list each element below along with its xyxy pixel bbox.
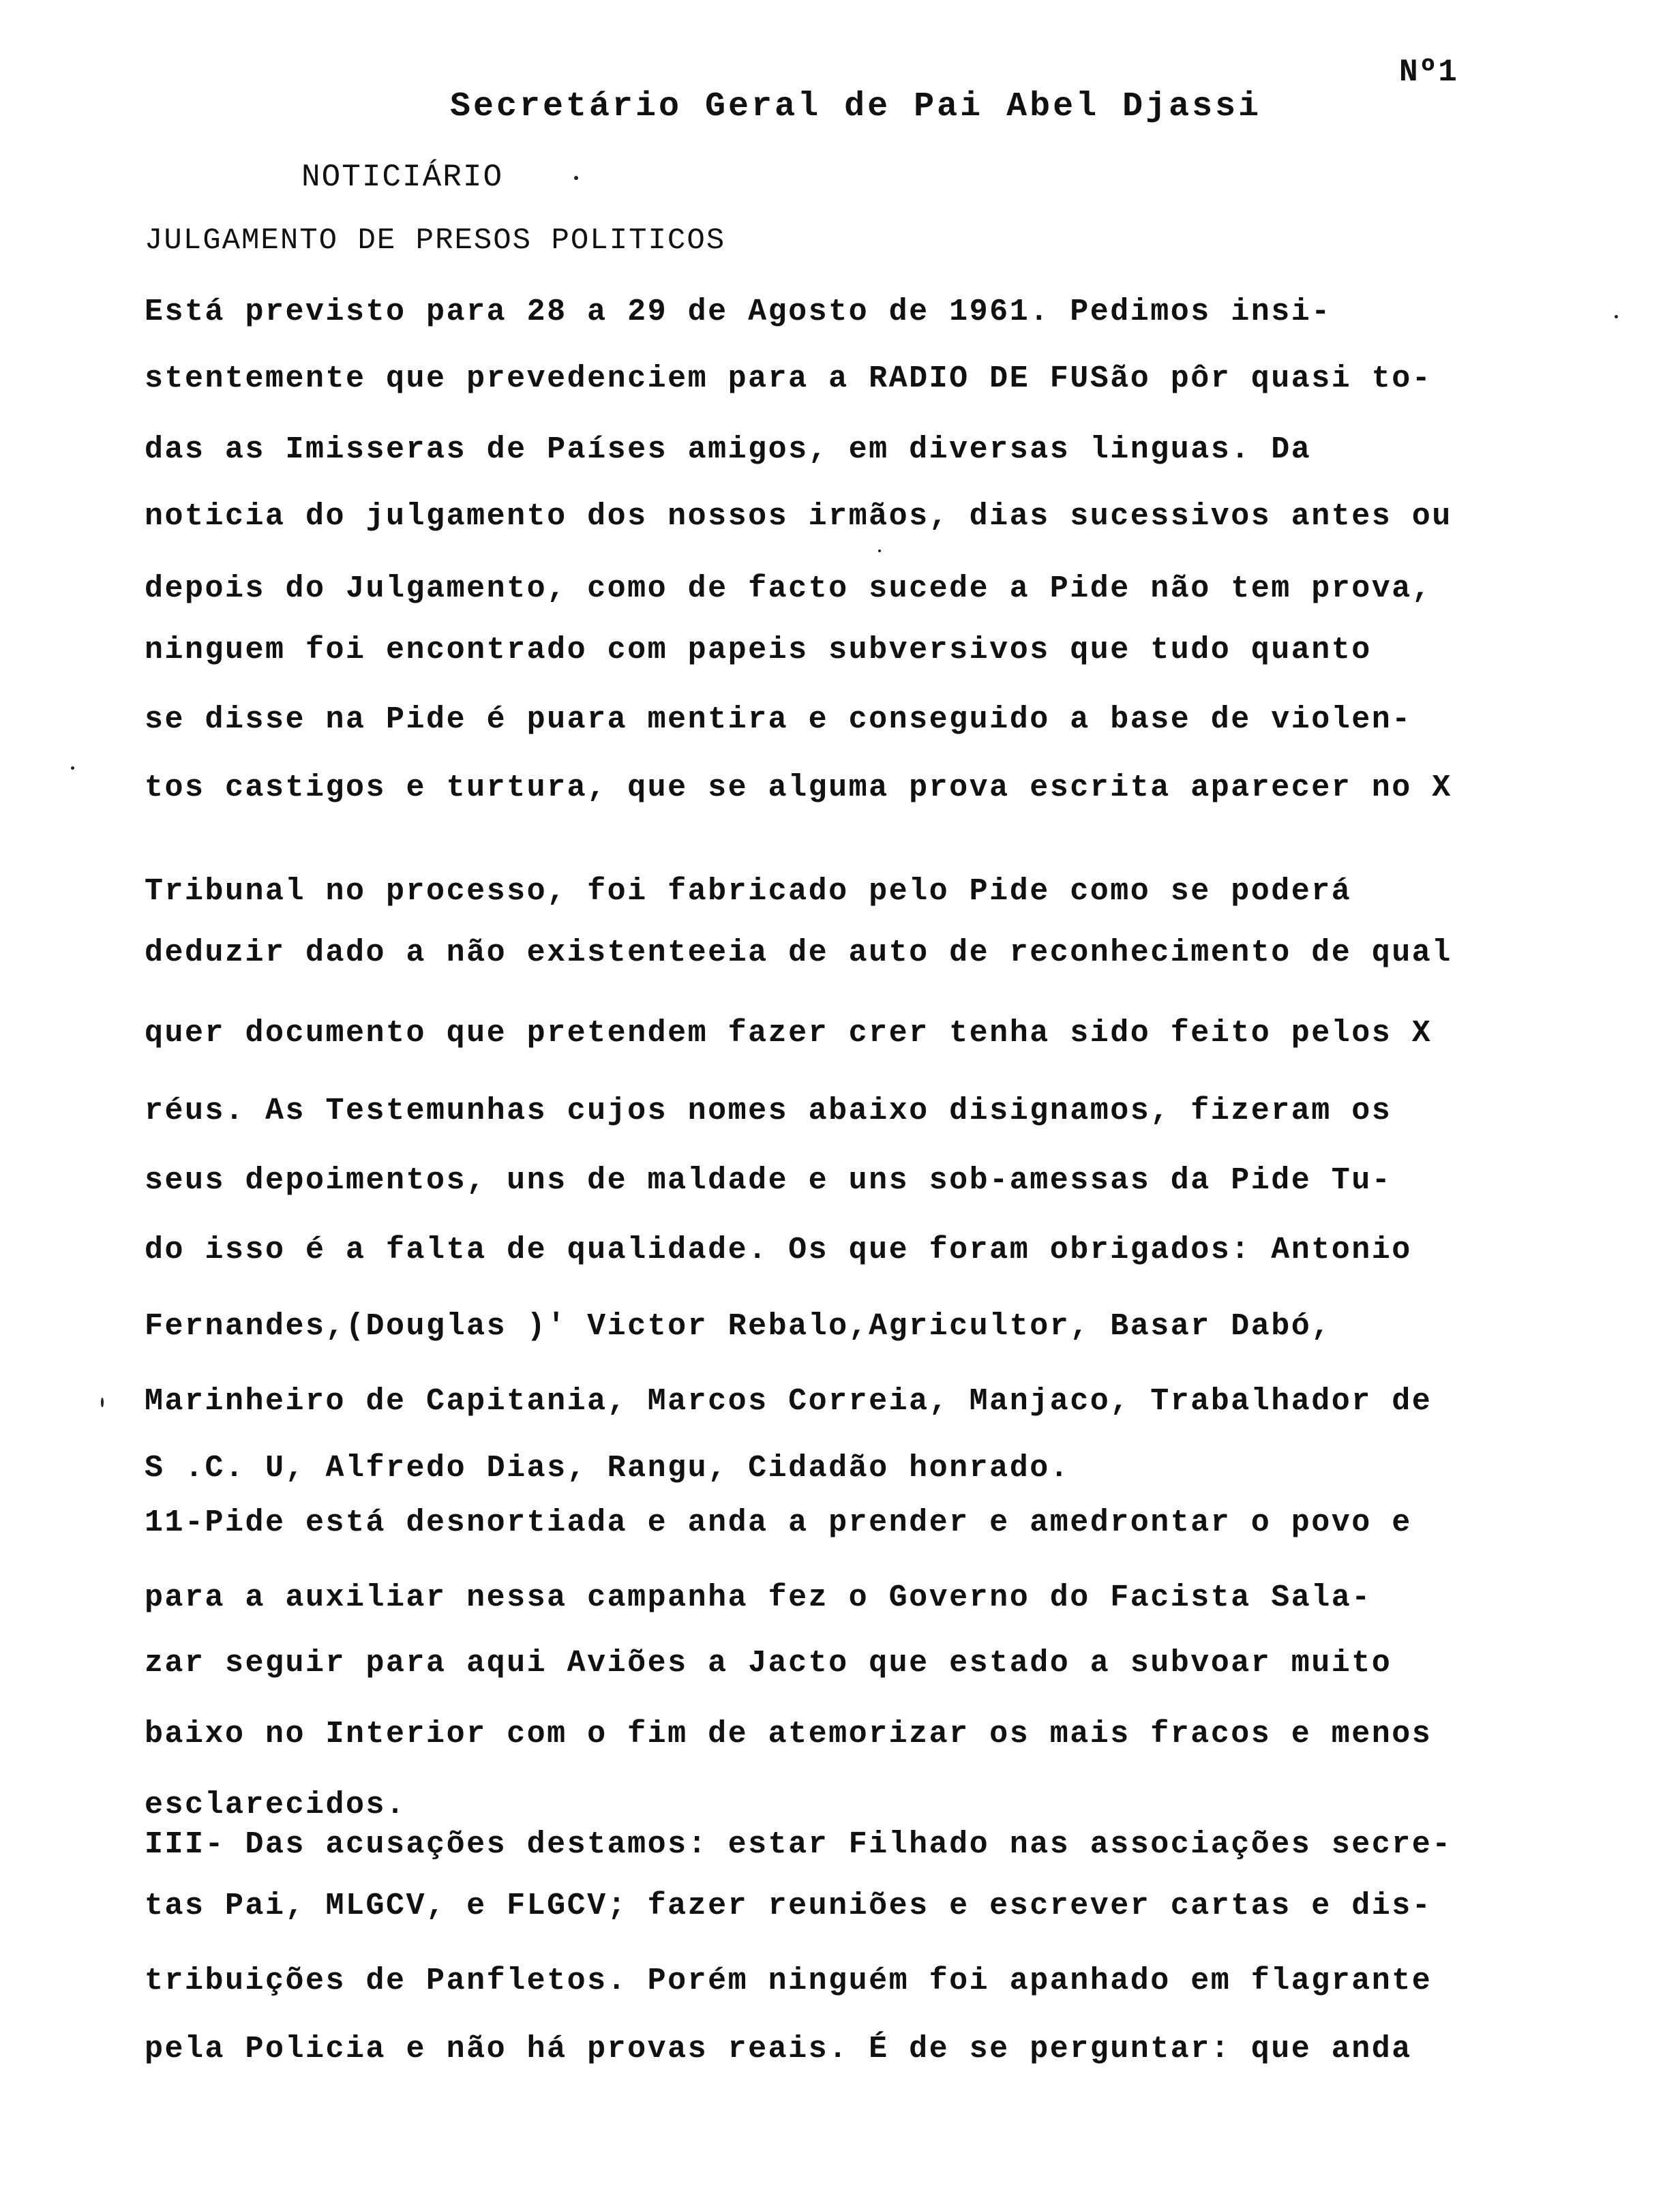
body-line: 11-Pide está desnortiada e anda a prender e amedrontar o povo e <box>145 1505 1412 1540</box>
body-line: ninguem foi encontrado com papeis subversivos que tudo quanto <box>145 633 1372 667</box>
body-line: zar seguir para aqui Aviões a Jacto que estado a subvoar muito <box>145 1646 1392 1681</box>
body-line: tribuições de Panfletos. Porém ninguém foi apanhado em flagrante <box>145 1964 1432 1998</box>
body-line: Marinheiro de Capitania, Marcos Correia, Manjaco, Trabalhador de <box>145 1384 1432 1419</box>
body-line: baixo no Interior com o fim de atemorizar os mais fracos e menos <box>145 1717 1432 1752</box>
paper-speck <box>101 1398 104 1407</box>
body-line: do isso é a falta de qualidade. Os que foram obrigados: Antonio <box>145 1233 1412 1267</box>
body-line: quer documento que pretendem fazer crer tenha sido feito pelos X <box>145 1016 1432 1051</box>
body-line: Tribunal no processo, foi fabricado pelo Pide como se poderá <box>145 874 1352 909</box>
body-line: Está previsto para 28 a 29 de Agosto de 1961. Pedimos insi- <box>145 295 1332 329</box>
page-number: Nº1 <box>1399 55 1458 90</box>
headline: JULGAMENTO DE PRESOS POLITICOS <box>145 224 726 258</box>
body-line: pela Policia e não há provas reais. É de se perguntar: que anda <box>145 2032 1412 2067</box>
body-line: depois do Julgamento, como de facto sucede a Pide não tem prova, <box>145 571 1432 606</box>
header-title: Secretário Geral de Pai Abel Djassi <box>450 87 1262 126</box>
section-label: NOTICIÁRIO <box>301 160 504 195</box>
body-line: se disse na Pide é puara mentira e conseguido a base de violen- <box>145 702 1412 737</box>
paper-speck <box>71 766 74 770</box>
body-line: tos castigos e turtura, que se alguma prova escrita aparecer no X <box>145 770 1452 805</box>
body-line: tas Pai, MLGCV, e FLGCV; fazer reuniões e escrever cartas e dis- <box>145 1889 1432 1923</box>
paper-speck <box>574 176 578 180</box>
body-line: stentemente que prevedenciem para a RADIO DE FUSão pôr quasi to- <box>145 361 1432 396</box>
body-line: das as Imisseras de Países amigos, em diversas linguas. Da <box>145 432 1312 467</box>
body-line: esclarecidos. <box>145 1788 406 1822</box>
paper-speck <box>1615 315 1618 318</box>
body-line: S .C. U, Alfredo Dias, Rangu, Cidadão honrado. <box>145 1451 1070 1486</box>
body-line: Fernandes,(Douglas )' Victor Rebalo,Agricultor, Basar Dabó, <box>145 1309 1332 1344</box>
body-line: para a auxiliar nessa campanha fez o Governo do Facista Sala- <box>145 1580 1372 1615</box>
body-line: seus depoimentos, uns de maldade e uns sob-amessas da Pide Tu- <box>145 1163 1392 1198</box>
body-line: noticia do julgamento dos nossos irmãos, dias sucessivos antes ou <box>145 499 1452 534</box>
body-line: réus. As Testemunhas cujos nomes abaixo disignamos, fizeram os <box>145 1094 1392 1128</box>
body-line: III- Das acusações destamos: estar Filhado nas associações secre- <box>145 1827 1452 1862</box>
body-line: deduzir dado a não existenteeia de auto de reconhecimento de qual <box>145 935 1452 970</box>
paper-speck <box>878 550 881 552</box>
